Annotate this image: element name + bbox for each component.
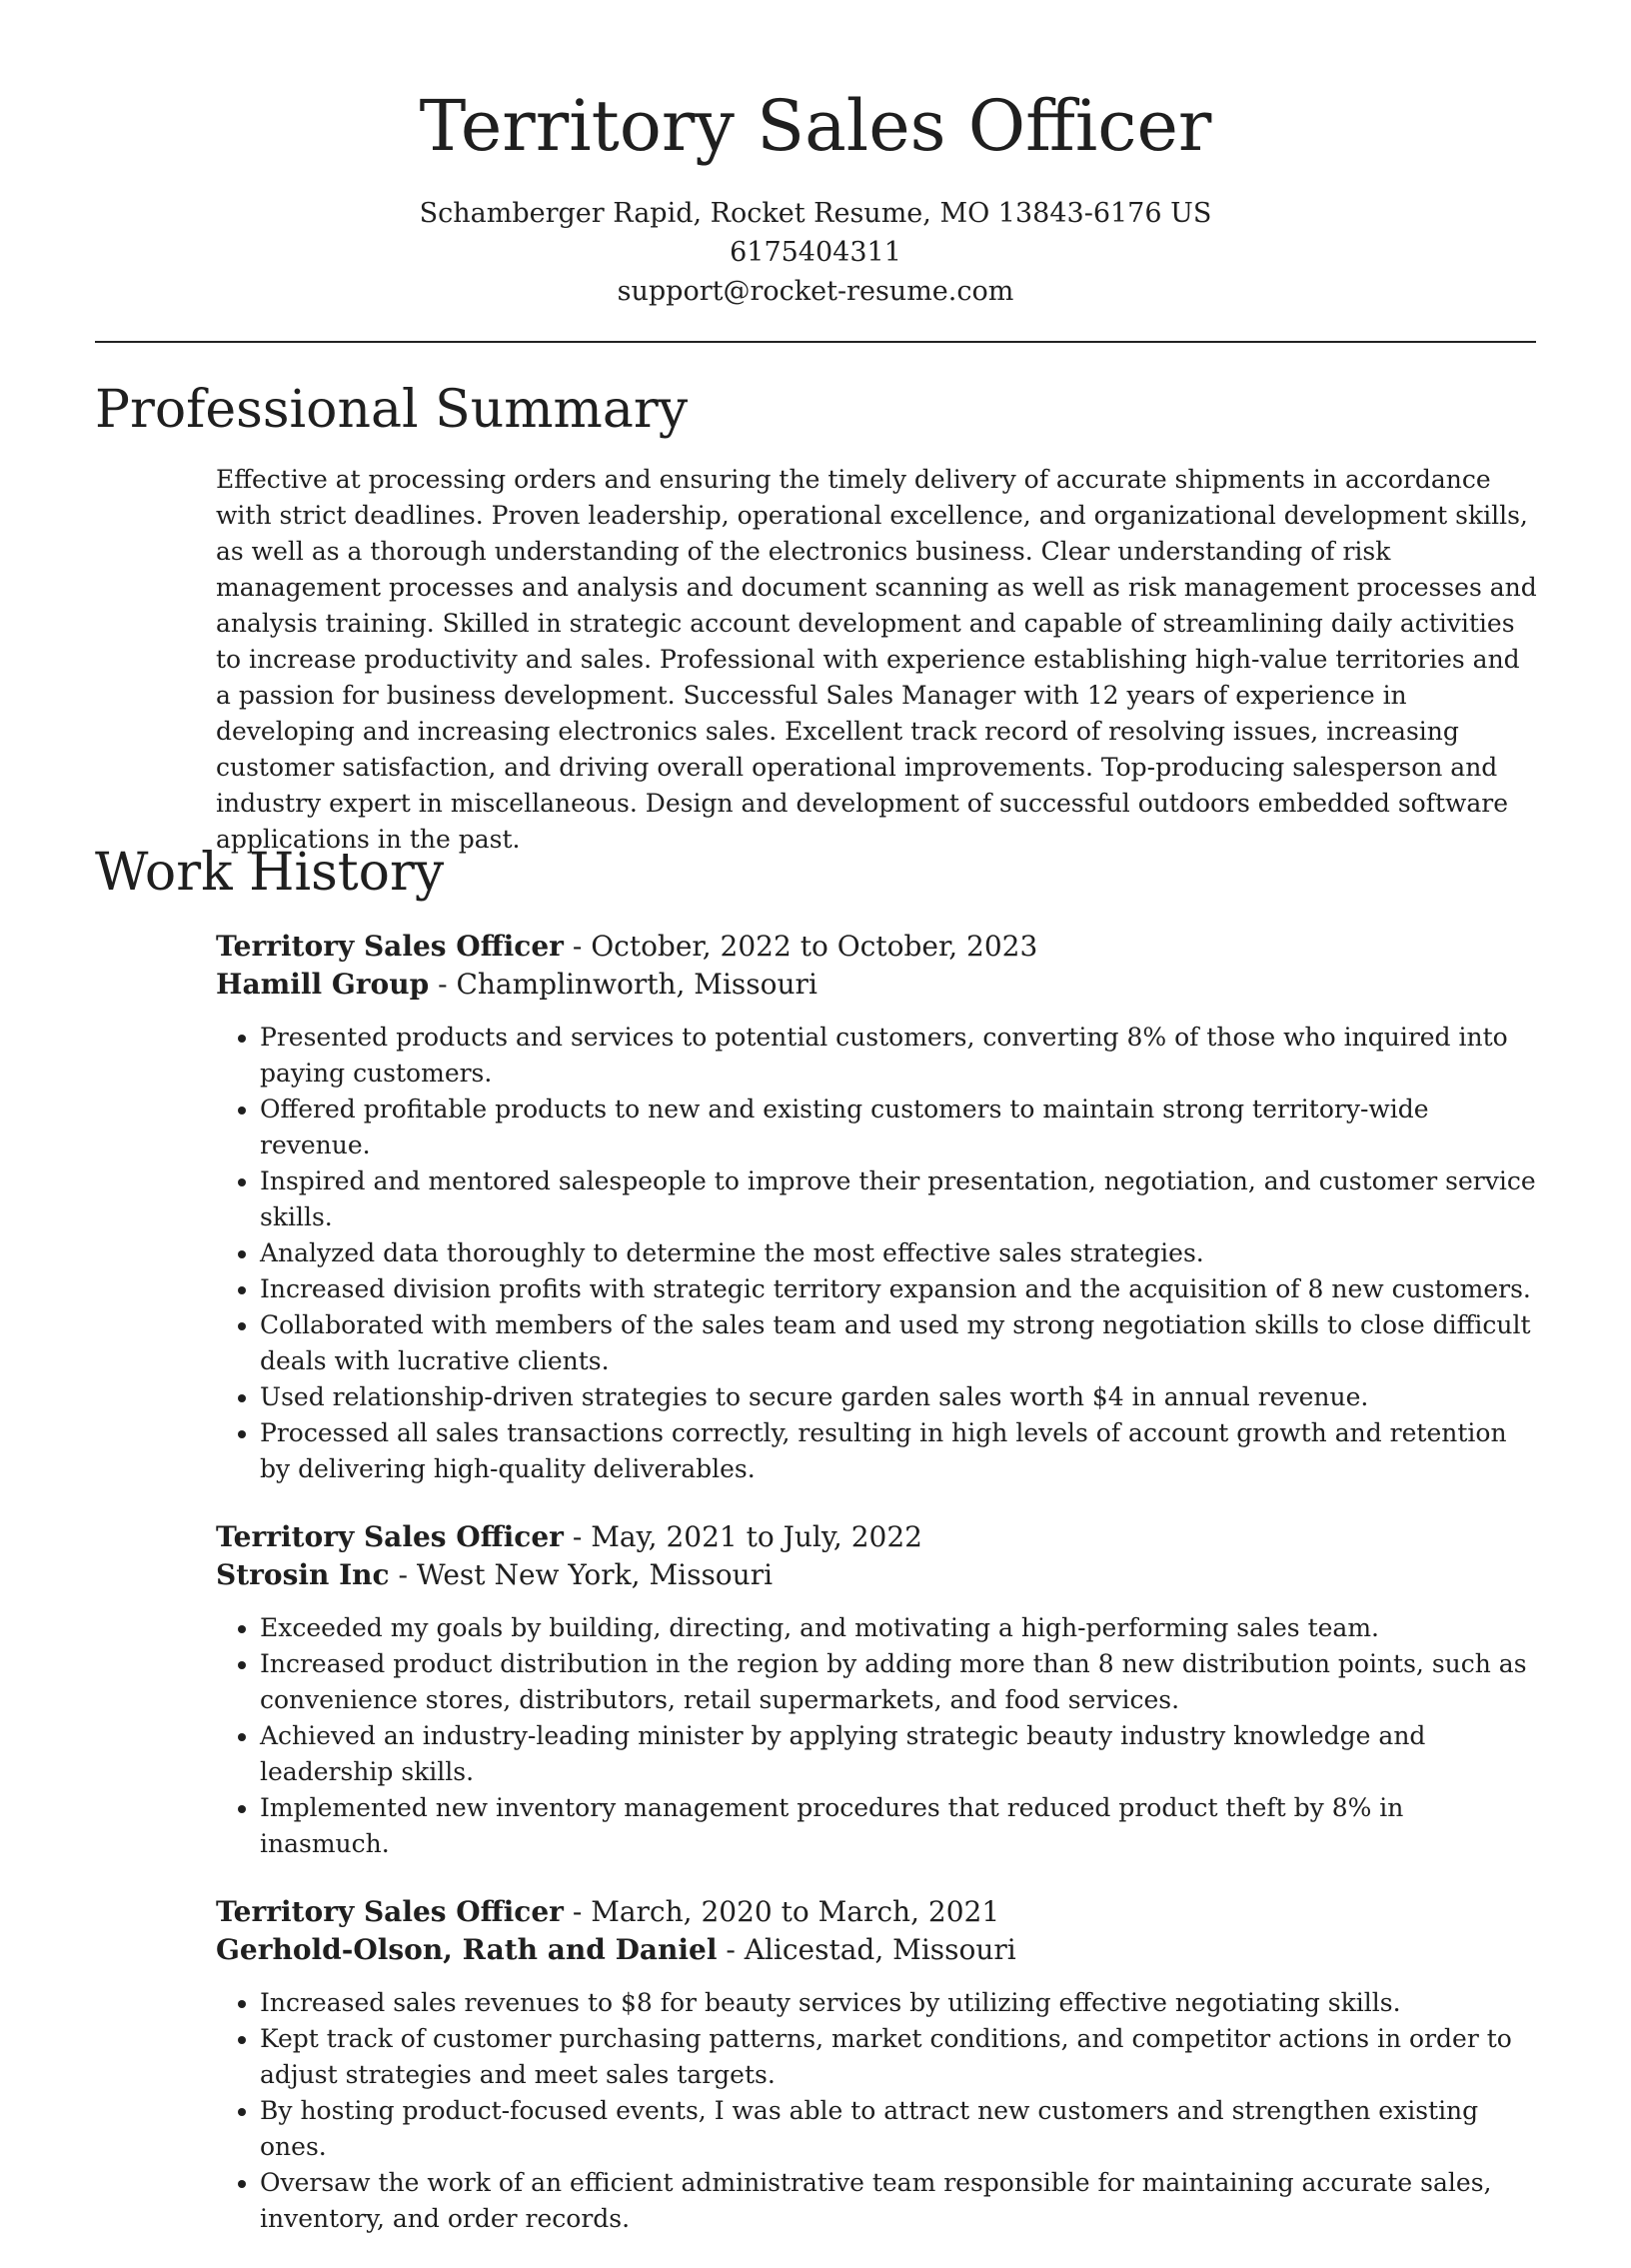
job-title: Territory Sales Officer <box>216 930 564 963</box>
job-title: Territory Sales Officer <box>216 1895 564 1928</box>
summary-text: Effective at processing orders and ensuring the timely delivery of accurate shipments in accordance with strict deadlines. Proven leadership, operational excellence, and organizational development skills, as well as a thorough understanding of the electronics business. Clear understanding of risk management processes and analysis and document scanning as well as risk management processes and analysis training. Skilled in strategic account development and capable of streamlining daily activities to increase productivity and sales. Professional with experience establishing high-value territories and a passion for business development. Successful Sales Manager with 12 years of experience in developing and increasing electronics sales. Excellent track record of resolving issues, increasing customer satisfaction, and driving overall operational improvements. Top-producing salesperson and industry expert in miscellaneous. Design and development of successful outdoors embedded software applications in the past. <box>216 465 1537 854</box>
job-location: West New York, Missouri <box>416 1558 774 1591</box>
candidate-name: Territory Sales Officer <box>419 85 1212 167</box>
job-bullet: • Used relationship-driven strategies to secure garden sales worth $4 in annual revenue. <box>260 1379 1540 1415</box>
header-divider <box>95 341 1536 343</box>
job-dates: March, 2020 to March, 2021 <box>591 1895 1000 1928</box>
job-bullet: • By hosting product-focused events, I was able to attract new customers and strengthen existing ones. <box>260 2093 1540 2165</box>
job-entry <box>216 1518 1540 1862</box>
job-entry <box>216 1893 1540 2237</box>
job-company-line: Hamill Group - Champlinworth, Missouri <box>216 968 817 1001</box>
job-location: Champlinworth, Missouri <box>456 968 817 1001</box>
job-company: Hamill Group <box>216 968 430 1001</box>
job-bullet: • Exceeded my goals by building, directing, and motivating a high-performing sales team. <box>260 1610 1540 1646</box>
job-bullet: • Processed all sales transactions correctly, resulting in high levels of account growth and retention by delivering high-quality deliverables. <box>260 1415 1540 1487</box>
job-location: Alicestad, Missouri <box>744 1933 1016 1966</box>
job-bullet: • Presented products and services to potential customers, converting 8% of those who inquired into paying customers. <box>260 1020 1540 1092</box>
job-title: Territory Sales Officer <box>216 1520 564 1553</box>
job-bullet: • Increased division profits with strategic territory expansion and the acquisition of 8 new customers. <box>260 1271 1540 1307</box>
job-bullet: • Collaborated with members of the sales team and used my strong negotiation skills to close difficult deals with lucrative clients. <box>260 1307 1540 1379</box>
job-title-line: Territory Sales Officer - October, 2022 to October, 2023 <box>216 930 1038 963</box>
contact-block <box>0 194 1631 311</box>
job-bullets <box>216 1985 1540 2237</box>
contact-email: support@rocket-resume.com <box>617 276 1014 307</box>
summary-heading: Professional Summary <box>95 380 689 440</box>
resume-header <box>0 0 1631 311</box>
job-bullet: • Implemented new inventory management procedures that reduced product theft by 8% in inasmuch. <box>260 1790 1540 1862</box>
job-bullet: • Increased product distribution in the region by adding more than 8 new distribution points, such as convenience stores, distributors, retail supermarkets, and food services. <box>260 1646 1540 1718</box>
work-history-list <box>216 928 1540 2268</box>
job-bullet: • Kept track of customer purchasing patterns, market conditions, and competitor actions in order to adjust strategies and meet sales targets. <box>260 2021 1540 2093</box>
job-bullet: • Offered profitable products to new and existing customers to maintain strong territory-wide revenue. <box>260 1092 1540 1163</box>
job-company-line: Gerhold-Olson, Rath and Daniel - Alicestad, Missouri <box>216 1933 1016 1966</box>
job-title-line: Territory Sales Officer - March, 2020 to March, 2021 <box>216 1895 1000 1928</box>
job-company: Gerhold-Olson, Rath and Daniel <box>216 1933 718 1966</box>
job-bullet: • Increased sales revenues to $8 for beauty services by utilizing effective negotiating skills. <box>260 1985 1540 2021</box>
job-dates: October, 2022 to October, 2023 <box>591 930 1038 963</box>
contact-address: Schamberger Rapid, Rocket Resume, MO 13843-6176 US <box>419 198 1212 229</box>
contact-phone: 6175404311 <box>730 237 901 268</box>
job-bullets <box>216 1610 1540 1862</box>
job-company: Strosin Inc <box>216 1558 390 1591</box>
job-title-line: Territory Sales Officer - May, 2021 to July, 2022 <box>216 1520 922 1553</box>
job-bullet: • Achieved an industry-leading minister by applying strategic beauty industry knowledge and leadership skills. <box>260 1718 1540 1790</box>
work-history-heading: Work History <box>95 843 445 903</box>
job-bullet: • Oversaw the work of an efficient administrative team responsible for maintaining accurate sales, inventory, and order records. <box>260 2165 1540 2237</box>
job-company-line: Strosin Inc - West New York, Missouri <box>216 1558 774 1591</box>
job-dates: May, 2021 to July, 2022 <box>591 1520 922 1553</box>
job-bullet: • Inspired and mentored salespeople to improve their presentation, negotiation, and customer service skills. <box>260 1163 1540 1235</box>
job-entry <box>216 928 1540 1487</box>
job-bullets <box>216 1020 1540 1487</box>
job-bullet: • Analyzed data thoroughly to determine the most effective sales strategies. <box>260 1235 1540 1271</box>
